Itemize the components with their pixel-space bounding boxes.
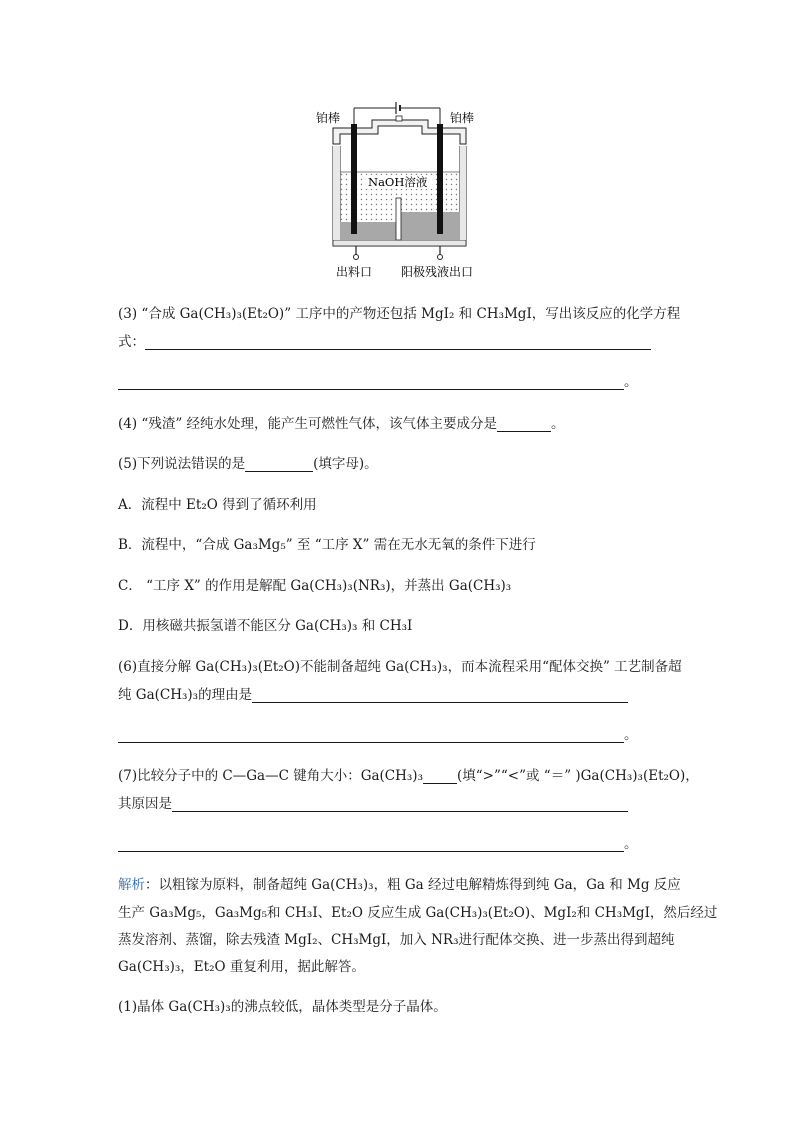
- q5-option-d: [118, 614, 678, 634]
- q4-answer-blank[interactable]: [497, 417, 551, 432]
- analysis-colon: ：: [145, 877, 159, 893]
- q7-fill-hint: (填“>”“<”或 “＝” )Ga(CH₃)₃(Et₂O)，: [457, 768, 699, 784]
- q7-text: (7)比较分子中的 C—Ga—C 键角大小：Ga(CH₃)₃: [118, 768, 423, 784]
- q7-answer-blank[interactable]: [172, 797, 628, 812]
- option-c-text: C． “工序 X” 的作用是解配 Ga(CH₃)₃(NR₃)，并蒸出 Ga(CH₃)₃: [118, 578, 512, 594]
- option-b-text: B．流程中，“合成 Ga₃Mg₅” 至 “工序 X” 需在无水无氧的条件下进行: [118, 537, 536, 553]
- q5-option-a: [118, 493, 678, 513]
- option-a-text: A．流程中 Et₂O 得到了循环利用: [118, 497, 317, 513]
- q6-answer-prefix: 纯 Ga(CH₃)₃的理由是: [118, 687, 253, 703]
- analysis-line3: [118, 928, 678, 948]
- q4-text: (4) “残渣” 经纯水处理，能产生可燃性气体，该气体主要成分是: [118, 416, 498, 432]
- analysis-text-1: 以粗镓为原料，制备超纯 Ga(CH₃)₃，粗 Ga 经过电解精炼得到纯 Ga，Ga 和 Mg 反应: [158, 877, 681, 893]
- q7-line3: [118, 832, 678, 852]
- q4-suffix: 。: [551, 416, 565, 432]
- analysis-text-3: 蒸发溶剂、蒸馏，除去残渣 MgI₂、CH₃MgI，加入 NR₃进行配体交换、进一步蒸出得到超纯: [118, 932, 675, 948]
- q6-text: (6)直接分解 Ga(CH₃)₃(Et₂O)不能制备超纯 Ga(CH₃)₃，而本流程采用“配体交换” 工艺制备超: [118, 659, 682, 675]
- analysis-line1: [118, 873, 681, 893]
- q7-compare-blank[interactable]: [423, 769, 457, 784]
- option-d-text: D．用核磁共振氢谱不能区分 Ga(CH₃)₃ 和 CH₃I: [118, 618, 413, 634]
- analysis-line4: [118, 955, 678, 975]
- analysis-text-2: 生产 Ga₃Mg₅，Ga₃Mg₅和 CH₃I、Et₂O 反应生成 Ga(CH₃)₃(Et₂O)、MgI₂和 CH₃MgI，然后经过: [118, 905, 718, 921]
- q3-text: (3) “合成 Ga(CH₃)₃(Et₂O)” 工序中的产物还包括 MgI₂ 和 CH₃MgI，写出该反应的化学方程: [118, 306, 681, 322]
- q6-answer-blank[interactable]: [252, 688, 628, 703]
- analysis-text-4: Ga(CH₃)₃，Et₂O 重复利用，据此解答。: [118, 959, 365, 975]
- q3-line2: [118, 330, 678, 350]
- right-electrode-label: 铂棒: [450, 111, 475, 125]
- q3-line1: [118, 302, 681, 322]
- q6-end-mark: 。: [624, 727, 638, 743]
- q7-answer-blank-2[interactable]: [118, 837, 624, 852]
- q3-answer-prefix: 式：: [118, 334, 145, 350]
- left-electrode-label: 铂棒: [316, 111, 341, 125]
- q3-answer-blank-2[interactable]: [118, 375, 624, 390]
- electrolysis-apparatus-figure: [300, 98, 500, 284]
- outlet-left-label: 出料口: [336, 265, 373, 279]
- q3-line3: [118, 370, 678, 390]
- q6-answer-blank-2[interactable]: [118, 728, 624, 743]
- outlet-right-label: 阳极残液出口: [401, 265, 474, 279]
- q3-answer-blank[interactable]: [145, 335, 651, 350]
- analysis-label: 解析: [118, 877, 145, 893]
- q5-answer-blank[interactable]: [245, 457, 313, 472]
- q6-line3: [118, 723, 678, 743]
- q4: [118, 412, 678, 432]
- q5-option-c: [118, 574, 678, 594]
- q7-end-mark: 。: [624, 836, 638, 852]
- q5: [118, 452, 678, 472]
- q5-text: (5)下列说法错误的是: [118, 456, 246, 472]
- q6-line1: [118, 655, 682, 675]
- q6-line2: [118, 683, 678, 703]
- answer-1: [118, 995, 678, 1015]
- q5-option-b: [118, 533, 678, 553]
- q3-end-mark: 。: [624, 374, 638, 390]
- q5-suffix: (填字母)。: [313, 456, 378, 472]
- q7-line2: [118, 792, 678, 812]
- solution-label: NaOH溶液: [368, 175, 428, 189]
- analysis-line2: [118, 901, 718, 921]
- q7-answer-prefix: 其原因是: [118, 796, 172, 812]
- q7-line1: [118, 764, 699, 784]
- answer-1-text: (1)晶体 Ga(CH₃)₃的沸点较低，晶体类型是分子晶体。: [118, 999, 447, 1015]
